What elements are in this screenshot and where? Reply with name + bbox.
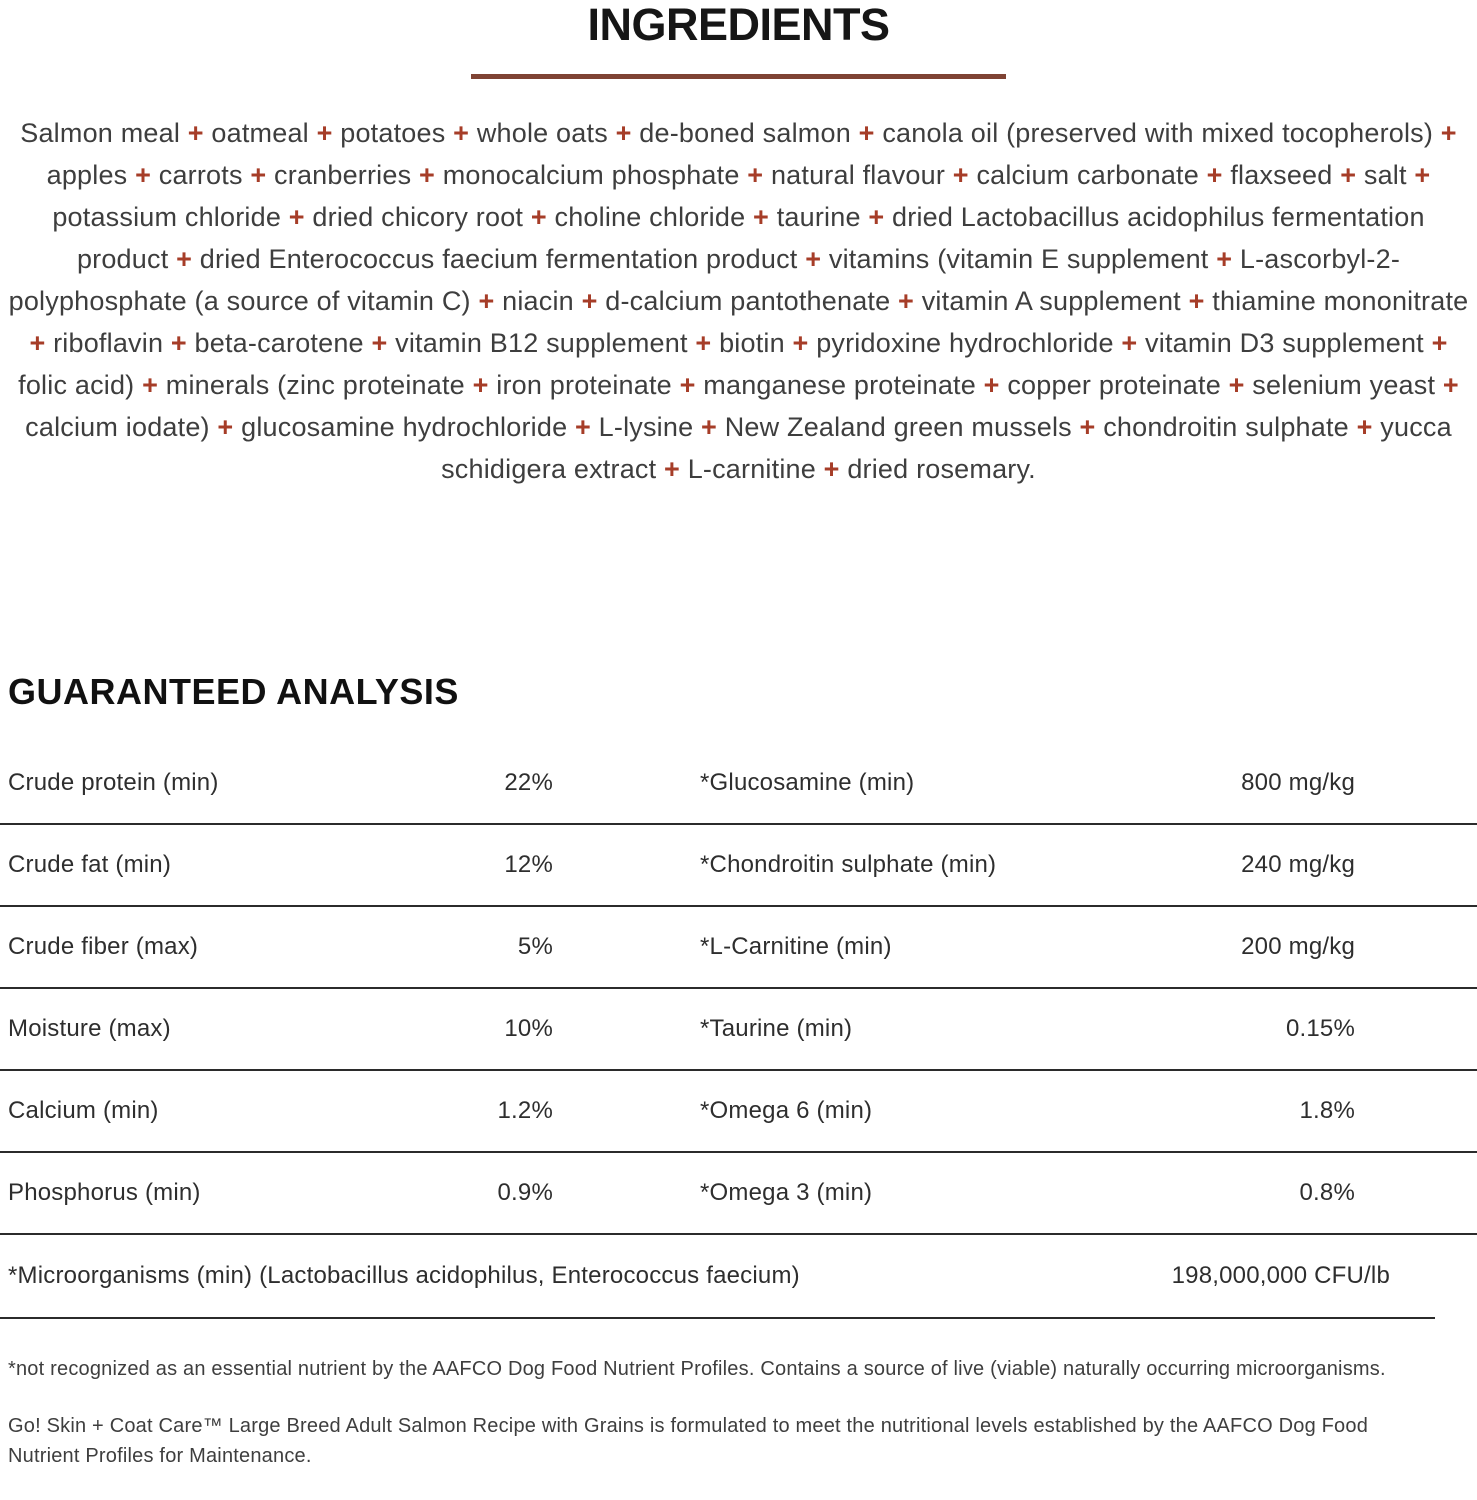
- analysis-value-right: 0.8%: [1299, 1178, 1355, 1206]
- plus-separator: +: [1220, 370, 1253, 400]
- analysis-label-right: *Taurine (min): [700, 1014, 853, 1042]
- analysis-label-right: *Omega 3 (min): [700, 1178, 873, 1206]
- plus-separator: +: [445, 118, 477, 148]
- plus-separator: +: [567, 412, 599, 442]
- ingredient-item: taurine: [776, 202, 861, 232]
- plus-separator: +: [815, 454, 848, 484]
- title-underline-rule: [471, 74, 1006, 79]
- ingredients-paragraph: [8, 112, 1470, 490]
- ingredient-item: potatoes: [340, 118, 446, 148]
- ingredient-item: minerals (zinc proteinate: [165, 370, 465, 400]
- ingredient-item: whole oats: [476, 118, 608, 148]
- ingredient-item: de-boned salmon: [639, 118, 851, 148]
- ingredient-item: calcium carbonate: [976, 160, 1199, 190]
- analysis-value-left: 5%: [517, 932, 553, 960]
- plus-separator: +: [464, 370, 497, 400]
- ingredients-title: INGREDIENTS: [587, 0, 890, 50]
- ingredient-item: iron proteinate: [496, 370, 672, 400]
- plus-separator: +: [656, 454, 688, 484]
- plus-separator: +: [1435, 370, 1459, 400]
- ingredient-item: vitamin A supplement: [921, 286, 1181, 316]
- ingredient-item: copper proteinate: [1007, 370, 1221, 400]
- plus-separator: +: [693, 412, 725, 442]
- plus-separator: +: [363, 328, 396, 358]
- plus-separator: +: [168, 244, 200, 274]
- analysis-label-left: Phosphorus (min): [8, 1178, 201, 1206]
- ingredient-item: dried Lactobacillus acidophilus fermentation product: [76, 202, 1425, 274]
- analysis-label-left: *Microorganisms (min) (Lactobacillus acidophilus, Enterococcus faecium): [8, 1261, 800, 1289]
- plus-separator: +: [573, 286, 606, 316]
- ingredient-item: L-lysine: [598, 412, 694, 442]
- ingredient-item: cranberries: [274, 160, 412, 190]
- analysis-label-left: Calcium (min): [8, 1096, 159, 1124]
- ingredient-item: chondroitin sulphate: [1103, 412, 1349, 442]
- analysis-label-left: Crude fat (min): [8, 850, 172, 878]
- ingredient-item: monocalcium phosphate: [442, 160, 740, 190]
- plus-separator: +: [860, 202, 893, 232]
- ingredient-item: thiamine mononitrate: [1212, 286, 1469, 316]
- ingredient-item: L-carnitine: [687, 454, 816, 484]
- ingredient-item: vitamins (vitamin E supplement: [828, 244, 1209, 274]
- ingredient-item: beta-carotene: [194, 328, 364, 358]
- analysis-label-left: Moisture (max): [8, 1014, 171, 1042]
- analysis-value-right: 198,000,000 CFU/lb: [1171, 1261, 1390, 1289]
- analysis-value-left: 12%: [504, 850, 553, 878]
- analysis-value-left: 10%: [504, 1014, 553, 1042]
- ingredient-item: folic acid): [18, 370, 135, 400]
- ingredient-item: choline chloride: [554, 202, 746, 232]
- analysis-value-right: 800 mg/kg: [1241, 768, 1355, 796]
- analysis-label-right: *Glucosamine (min): [700, 768, 915, 796]
- plus-separator: +: [163, 328, 195, 358]
- analysis-row: [0, 907, 1477, 989]
- plus-separator: +: [1433, 118, 1457, 148]
- plus-separator: +: [134, 370, 166, 400]
- plus-separator: +: [890, 286, 922, 316]
- analysis-row: [0, 743, 1477, 825]
- plus-separator: +: [1332, 160, 1364, 190]
- analysis-value-left: 0.9%: [497, 1178, 553, 1206]
- plus-separator: +: [1348, 412, 1381, 442]
- plus-separator: +: [1180, 286, 1213, 316]
- ingredient-item: carrots: [158, 160, 243, 190]
- ingredient-item: dried rosemary.: [847, 454, 1036, 484]
- ingredient-item: yucca schidigera extract: [441, 412, 1452, 484]
- plus-separator: +: [1113, 328, 1146, 358]
- plus-separator: +: [975, 370, 1008, 400]
- plus-separator: +: [411, 160, 443, 190]
- plus-separator: +: [523, 202, 555, 232]
- analysis-row: [0, 989, 1477, 1071]
- analysis-row: [0, 1071, 1477, 1153]
- ingredient-item: biotin: [719, 328, 785, 358]
- analysis-table: [0, 743, 1477, 1319]
- plus-separator: +: [945, 160, 977, 190]
- guaranteed-analysis-heading: GUARANTEED ANALYSIS: [8, 671, 459, 712]
- ingredient-item: natural flavour: [770, 160, 946, 190]
- plus-separator: +: [242, 160, 275, 190]
- analysis-label-left: Crude protein (min): [8, 768, 219, 796]
- label-page: [0, 2, 1477, 1500]
- ingredient-item: riboflavin: [53, 328, 164, 358]
- ingredient-item: manganese proteinate: [703, 370, 976, 400]
- ingredient-item: dried chicory root: [312, 202, 524, 232]
- analysis-value-left: 1.2%: [497, 1096, 553, 1124]
- ingredient-item: apples: [46, 160, 128, 190]
- plus-separator: +: [797, 244, 829, 274]
- plus-separator: +: [687, 328, 720, 358]
- ingredient-item: glucosamine hydrochloride: [241, 412, 568, 442]
- analysis-label-left: Crude fiber (max): [8, 932, 199, 960]
- plus-separator: +: [127, 160, 159, 190]
- ingredient-item: L-ascorbyl-2-polyphosphate (a source of vitamin C): [8, 244, 1401, 316]
- analysis-value-left: 22%: [504, 768, 553, 796]
- analysis-value-right: 1.8%: [1299, 1096, 1355, 1124]
- ingredient-item: calcium iodate): [25, 412, 210, 442]
- plus-separator: +: [1071, 412, 1104, 442]
- ingredient-item: flaxseed: [1230, 160, 1333, 190]
- ingredient-item: Salmon meal: [20, 118, 181, 148]
- ingredient-item: pyridoxine hydrochloride: [816, 328, 1114, 358]
- ingredient-item: New Zealand green mussels: [724, 412, 1072, 442]
- ingredient-item: dried Enterococcus faecium fermentation product: [199, 244, 798, 274]
- plus-separator: +: [1208, 244, 1240, 274]
- ingredient-item: salt: [1363, 160, 1407, 190]
- analysis-value-right: 0.15%: [1285, 1014, 1355, 1042]
- plus-separator: +: [308, 118, 341, 148]
- ingredient-item: canola oil (preserved with mixed tocopherols): [882, 118, 1434, 148]
- ingredient-item: selenium yeast: [1252, 370, 1436, 400]
- ingredient-item: potassium chloride: [52, 202, 282, 232]
- ingredient-item: oatmeal: [211, 118, 309, 148]
- plus-separator: +: [1423, 328, 1448, 358]
- analysis-row: [0, 1153, 1477, 1235]
- plus-separator: +: [671, 370, 704, 400]
- analysis-label-right: *Chondroitin sulphate (min): [700, 850, 997, 878]
- plus-separator: +: [281, 202, 313, 232]
- plus-separator: +: [470, 286, 503, 316]
- analysis-label-right: *L-Carnitine (min): [700, 932, 892, 960]
- plus-separator: +: [209, 412, 242, 442]
- plus-separator: +: [784, 328, 817, 358]
- analysis-label-right: *Omega 6 (min): [700, 1096, 873, 1124]
- plus-separator: +: [1406, 160, 1431, 190]
- plus-separator: +: [29, 328, 54, 358]
- plus-separator: +: [850, 118, 883, 148]
- ingredient-item: niacin: [502, 286, 574, 316]
- ingredient-item: vitamin D3 supplement: [1145, 328, 1424, 358]
- ingredient-item: vitamin B12 supplement: [395, 328, 688, 358]
- analysis-row-microorganisms: [0, 1235, 1435, 1319]
- analysis-value-right: 200 mg/kg: [1241, 932, 1355, 960]
- analysis-row: [0, 825, 1477, 907]
- footnote-asterisk: *not recognized as an essential nutrient by the AAFCO Dog Food Nutrient Profiles. Contains a source of live (viable) naturally occurring microorganisms.: [8, 1357, 1386, 1380]
- plus-separator: +: [180, 118, 212, 148]
- footnote-aafco-statement: Go! Skin + Coat Care™ Large Breed Adult Salmon Recipe with Grains is formulated to meet the nutritional levels established by the AAFCO Dog Food Nutrient Profiles for Maintenance.: [8, 1414, 1369, 1467]
- plus-separator: +: [1198, 160, 1231, 190]
- ingredient-item: d-calcium pantothenate: [605, 286, 891, 316]
- plus-separator: +: [745, 202, 777, 232]
- plus-separator: +: [739, 160, 771, 190]
- analysis-value-right: 240 mg/kg: [1241, 850, 1355, 878]
- plus-separator: +: [607, 118, 640, 148]
